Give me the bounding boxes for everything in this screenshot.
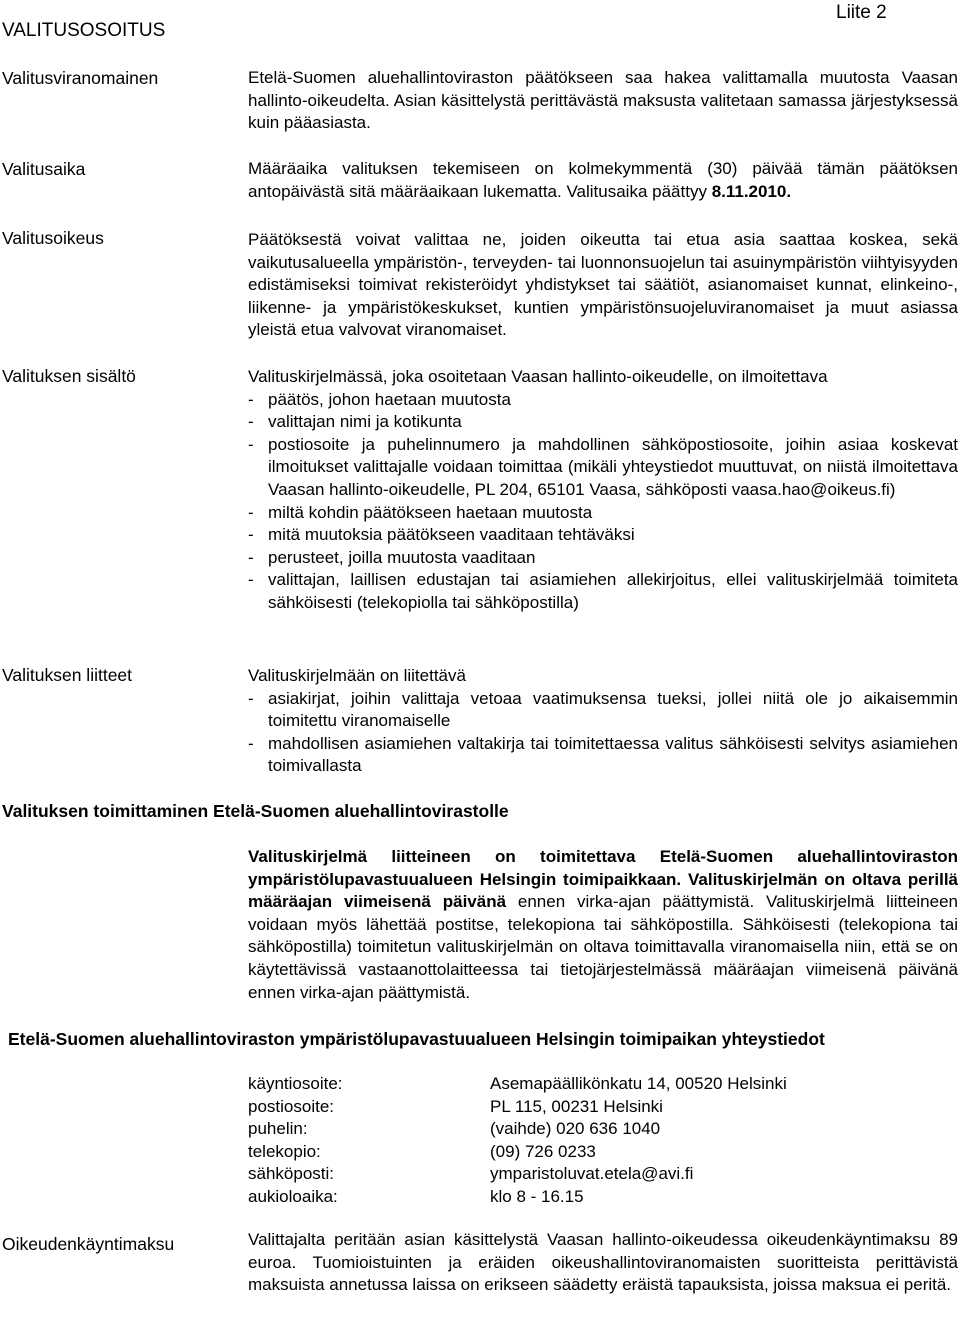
contact-value: Asemapäällikönkatu 14, 00520 Helsinki: [490, 1074, 787, 1093]
paragraph-bold: Valituskirjelmä liitteineen on toimitettava Etelä-Suomen aluehallintoviraston ympäristölupavastuualueen Helsingin toimipaikkaan. Valituskirjelmän on oltava perillä määräajan viimeisenä päivänä: [248, 847, 958, 912]
paragraph: Etelä-Suomen aluehallintoviraston päätökseen saa hakea valittamalla muutosta Vaasan hallinto-oikeudelta. Asian käsittelystä perittävästä maksusta valitetaan samassa järjestyksessä kuin pääasiasta.: [248, 68, 958, 133]
contact-row: [248, 1141, 787, 1164]
contact-key: sähköposti:: [248, 1164, 334, 1184]
list-item: - valittajan nimi ja kotikunta: [248, 411, 958, 434]
section-text-valitusviranomainen: [248, 67, 958, 135]
section-heading-yhteystiedot: Etelä-Suomen aluehallintoviraston ympäristölupavastuualueen Helsingin toimipaikan yhteystiedot: [8, 1029, 825, 1049]
contact-value: ymparistoluvat.etela@avi.fi: [490, 1164, 694, 1184]
contact-row: [248, 1118, 787, 1141]
list-item: - valittajan, laillisen edustajan tai asiamiehen allekirjoitus, ellei valituskirjelmää toimiteta sähköisesti (telekopiolla tai sähköpostilla): [248, 569, 958, 614]
section-text-valituksen-liitteet: [248, 665, 958, 778]
list-item: - miltä kohdin päätökseen haetaan muutosta: [248, 502, 958, 525]
attachments-list: [248, 688, 958, 778]
contact-row: [248, 1096, 787, 1119]
paragraph: Valittajalta peritään asian käsittelystä Vaasan hallinto-oikeudessa oikeudenkäyntimaksu 89 euroa. Tuomioistuinten ja eräiden oikeushallintoviranomaisten suoritteista perittävistä maksuista annetussa laissa on erikseen säädetty eräistä tapauksista, joissa maksua ei peritä.: [248, 1230, 958, 1295]
contact-key: käyntiosoite:: [248, 1074, 343, 1093]
paragraph: Määräaika valituksen tekemiseen on kolmekymmentä (30) päivää tämän päätöksen antopäivästä sitä määräaikaan lukematta. Valitusaika päättyy: [248, 159, 958, 201]
list-item: - postiosoite ja puhelinnumero ja mahdollinen sähköpostiosoite, joihin asiaa koskevat ilmoitukset valittajalle voidaan toimittaa (mikäli yhteystiedot muuttuvat, on niistä ilmoitettava Vaasan hallinto-oikeudelle, PL 204, 65101 Vaasa, sähköposti vaasa.hao@oikeus.fi): [248, 434, 958, 502]
list-item: - asiakirjat, joihin valittaja vetoaa vaatimuksensa tueksi, jollei niitä ole jo aikaisemmin toimitettu viranomaiselle: [248, 688, 958, 733]
contact-key: telekopio:: [248, 1141, 321, 1161]
requirements-list: [248, 389, 958, 615]
contact-key: postiosoite:: [248, 1096, 334, 1116]
paragraph: ennen virka-ajan päättymistä. Valituskirjelmä liitteineen voidaan myös lähettää postitse, telekopiona tai sähköpostilla. Sähköisesti (telekopiona tai sähköpostilla) toimitetun valituskirjelmän on oltava toimittavalla viranomaisella niin, että se on käytettävissä vastaanottolaitteessa tai tietojärjestelmässä määräajan viimeisenä päivänä ennen virka-ajan päättymistä.: [248, 892, 958, 1002]
section-label-valitusaika: Valitusaika: [2, 159, 86, 179]
section-label-oikeudenkayntimaksu: Oikeudenkäyntimaksu: [2, 1234, 175, 1254]
contact-value: klo 8 - 16.15: [490, 1186, 584, 1206]
section-text-valitusaika: [248, 158, 958, 203]
contact-key: puhelin:: [248, 1119, 308, 1139]
contact-table: [248, 1073, 787, 1209]
section-label-valituksen-sisalto: Valituksen sisältö: [2, 366, 136, 386]
contact-value: (vaihde) 020 636 1040: [490, 1119, 661, 1139]
paragraph: Päätöksestä voivat valittaa ne, joiden oikeutta tai etua asia saattaa koskea, sekä vaikutusalueella ympäristön-, terveyden- tai luonnonsuojelun tai asuinympäristön viihtyisyyden edistämiseksi toimivat rekisteröidyt yhdistykset tai säätiöt, asianomaiset kunnat, elinkeino-, liikenne- ja ympäristökeskukset, kuntien ympäristönsuojeluviranomaiset ja muut asiassa yleistä etua valvovat viranomaiset.: [248, 230, 958, 340]
paragraph: Valituskirjelmään on liitettävä: [248, 666, 466, 685]
section-text-oikeudenkayntimaksu: [248, 1229, 958, 1297]
section-text-toimittaminen: [248, 846, 958, 1004]
section-label-valitusviranomainen: Valitusviranomainen: [2, 68, 159, 88]
contact-row: [248, 1163, 787, 1186]
section-label-valitusoikeus: Valitusoikeus: [2, 228, 104, 248]
contact-row: [248, 1186, 787, 1209]
contact-key: aukioloaika:: [248, 1186, 338, 1206]
section-label-valituksen-liitteet: Valituksen liitteet: [2, 665, 133, 685]
paragraph: Valituskirjelmässä, joka osoitetaan Vaasan hallinto-oikeudelle, on ilmoitettava: [248, 367, 828, 386]
list-item: - mitä muutoksia päätökseen vaaditaan tehtäväksi: [248, 524, 958, 547]
appendix-label: Liite 2: [836, 2, 887, 23]
list-item: - perusteet, joilla muutosta vaaditaan: [248, 547, 958, 570]
deadline-date: 8.11.2010.: [711, 181, 792, 201]
list-item: - mahdollisen asiamiehen valtakirja tai toimitettaessa valitus sähköisesti selvitys asiamiehen toimivallasta: [248, 733, 958, 778]
contact-value: PL 115, 00231 Helsinki: [490, 1096, 663, 1116]
contact-row: [248, 1073, 787, 1096]
section-heading-toimittaminen: Valituksen toimittaminen Etelä-Suomen aluehallintovirastolle: [2, 801, 509, 821]
contact-value: (09) 726 0233: [490, 1141, 596, 1161]
list-item: - päätös, johon haetaan muutosta: [248, 389, 958, 412]
section-text-valitusoikeus: [248, 229, 958, 342]
section-text-valituksen-sisalto: [248, 366, 958, 615]
document-title: VALITUSOSOITUS: [2, 20, 166, 41]
